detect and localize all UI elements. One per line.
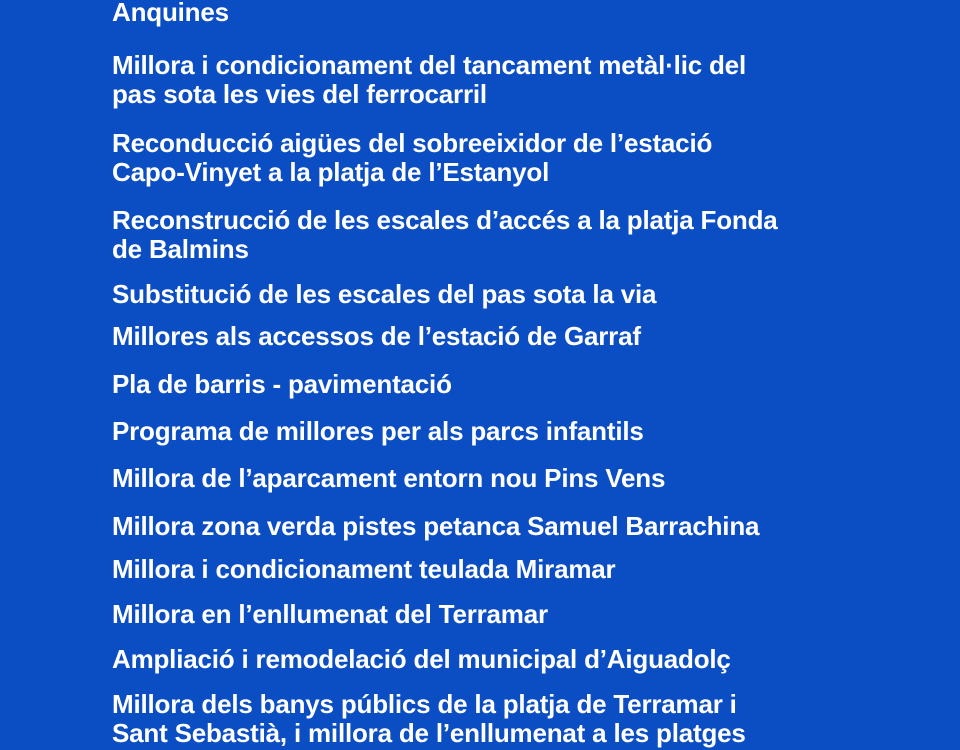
project-item: Millora i condicionament del tancament metàl·lic del pas sota les vies del ferrocarril [112,50,746,109]
project-item: Millora en l’enllumenat del Terramar [112,599,548,629]
project-item: Substitució de les escales del pas sota la via [112,279,657,309]
project-item: Millores als accessos de l’estació de Garraf [112,321,641,351]
project-item: Millora de l’aparcament entorn nou Pins Vens [112,463,666,493]
project-item: Reconstrucció de les escales d’accés a la platja Fonda de Balmins [112,205,778,264]
project-item: Millora dels banys públics de la platja de Terramar i Sant Sebastià, i millora de l’enllumenat a les platges [112,689,746,748]
project-item: Millora zona verda pistes petanca Samuel Barrachina [112,511,760,541]
project-item: Pla de barris - pavimentació [112,369,452,399]
project-item: Ampliació i remodelació del municipal d’Aiguadolç [112,644,731,674]
project-item: Millora i condicionament teulada Miramar [112,554,616,584]
project-item: Programa de millores per als parcs infantils [112,416,644,446]
project-item: Reconducció aigües del sobreeixidor de l’estació Capo-Vinyet a la platja de l’Estanyol [112,128,713,187]
project-item: Anquines [112,0,229,27]
